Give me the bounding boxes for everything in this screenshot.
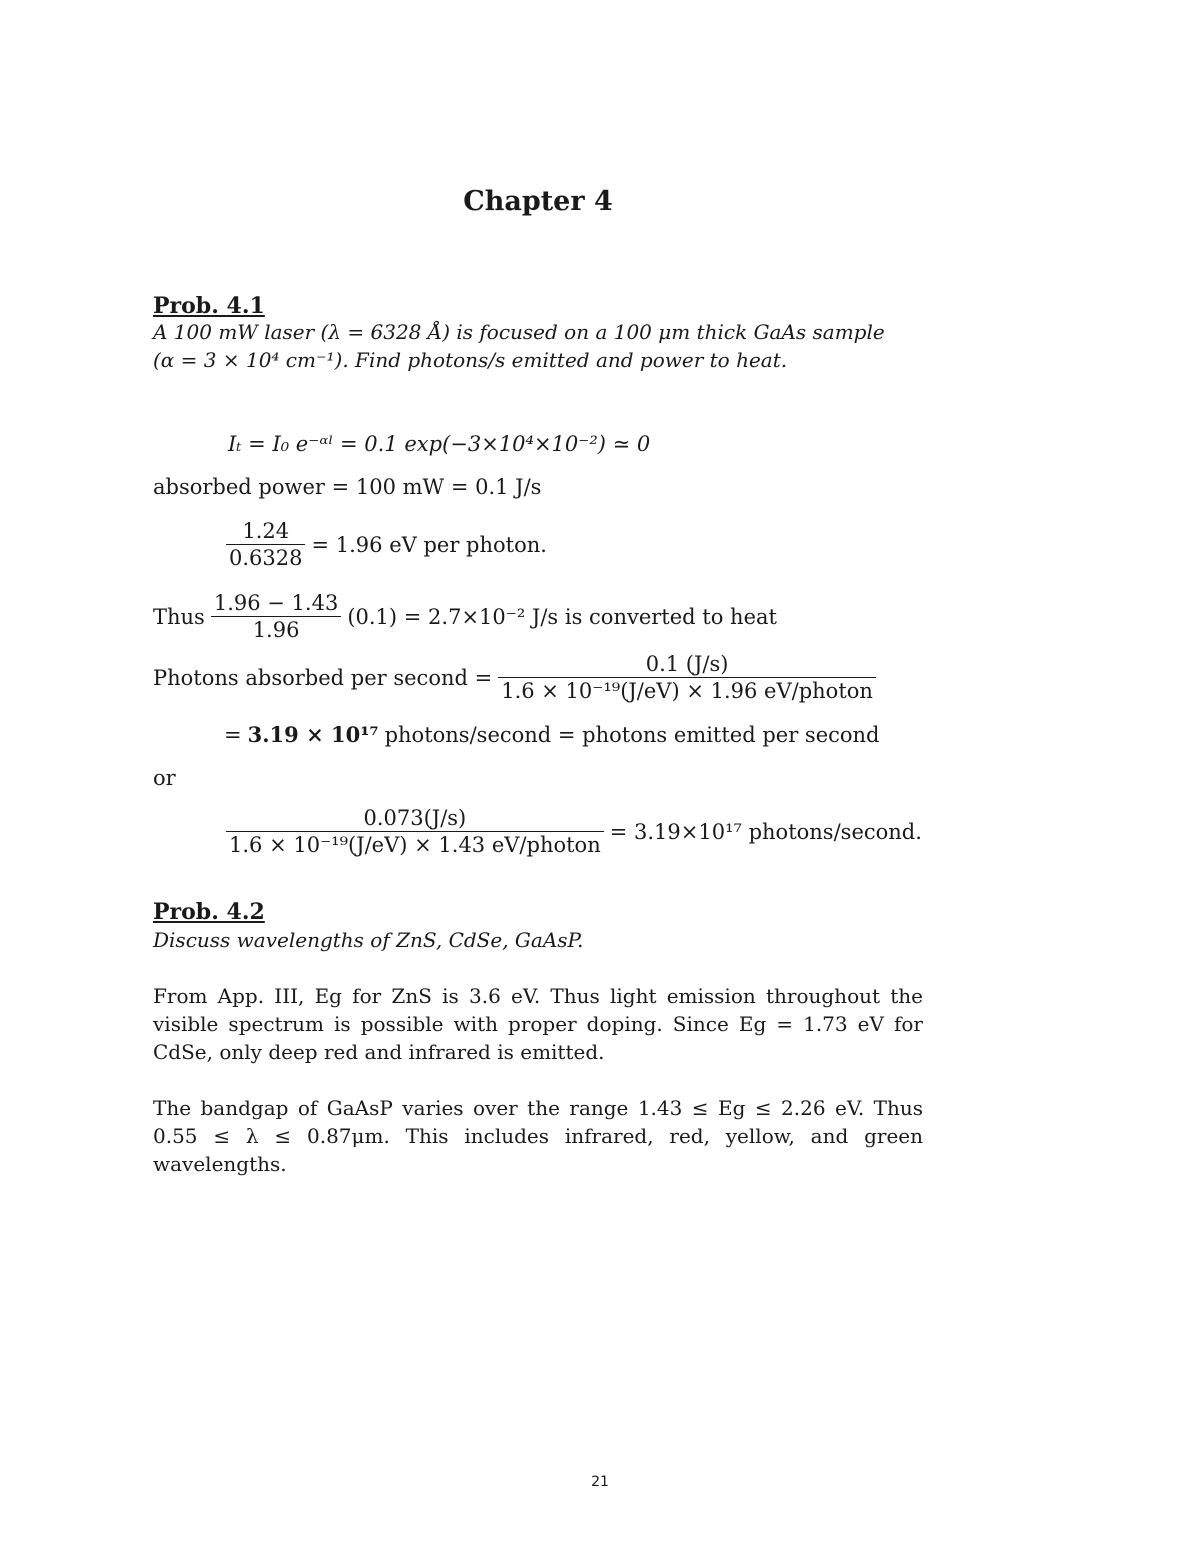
fraction-denominator: 0.6328 bbox=[226, 544, 305, 571]
chapter-title: Chapter 4 bbox=[463, 186, 613, 217]
fraction-numerator: 0.1 (J/s) bbox=[645, 652, 729, 676]
equation-rest: (0.1) = 2.7×10⁻² J/s is converted to heat bbox=[347, 604, 777, 629]
equation-photons-absorbed bbox=[153, 651, 882, 704]
fraction-denominator: 1.6 × 10⁻¹⁹(J/eV) × 1.96 eV/photon bbox=[498, 677, 876, 704]
fraction-numerator: 1.24 bbox=[242, 519, 290, 543]
equation-photon-energy bbox=[226, 518, 553, 571]
equation-heat bbox=[153, 590, 783, 643]
fraction-alternate bbox=[226, 805, 604, 858]
equation-transmitted-intensity: Iₜ = I₀ e⁻ᵅˡ = 0.1 exp(−3×10⁴×10⁻²) ≃ 0 bbox=[228, 432, 651, 456]
fraction-numerator: 0.073(J/s) bbox=[363, 806, 467, 830]
or-label: or bbox=[153, 766, 176, 790]
prob-4-1-heading: Prob. 4.1 bbox=[153, 293, 265, 319]
fraction-heat bbox=[211, 590, 341, 643]
absorbed-power-line: absorbed power = 100 mW = 0.1 J/s bbox=[153, 475, 542, 499]
fraction-photons-absorbed bbox=[498, 651, 876, 704]
equation-rest: = 3.19×10¹⁷ photons/second. bbox=[609, 819, 922, 844]
thus-label: Thus bbox=[153, 604, 205, 629]
prob-4-2-paragraph-2: The bandgap of GaAsP varies over the range 1.43 ≤ Eg ≤ 2.26 eV. Thus 0.55 ≤ λ ≤ 0.87μm. This includes infrared, red, yellow, and green wavelengths. bbox=[153, 1096, 923, 1176]
equation-rest: photons/second = photons emitted per second bbox=[384, 722, 880, 747]
prob-4-2-paragraph-1: From App. III, Eg for ZnS is 3.6 eV. Thus light emission throughout the visible spectrum is possible with proper doping. Since Eg = 1.73 eV for CdSe, only deep red and infrared is emitted. bbox=[153, 984, 923, 1064]
result-bold: 3.19 × 10¹⁷ bbox=[247, 722, 379, 747]
equation-rest: = 1.96 eV per photon. bbox=[311, 532, 547, 557]
prob-4-1-statement-line2: (α = 3 × 10⁴ cm⁻¹). Find photons/s emitted and power to heat. bbox=[153, 348, 788, 372]
fraction-photon-energy bbox=[226, 518, 305, 571]
prob-4-2-heading: Prob. 4.2 bbox=[153, 899, 265, 925]
prob-4-2-statement: Discuss wavelengths of ZnS, CdSe, GaAsP. bbox=[153, 928, 584, 952]
fraction-denominator: 1.96 bbox=[211, 616, 341, 643]
fraction-numerator: 1.96 − 1.43 bbox=[213, 591, 339, 615]
equals-sign: = bbox=[224, 722, 242, 747]
equation-photons-emitted bbox=[224, 722, 886, 747]
photons-absorbed-label: Photons absorbed per second = bbox=[153, 665, 493, 690]
fraction-denominator: 1.6 × 10⁻¹⁹(J/eV) × 1.43 eV/photon bbox=[226, 831, 604, 858]
prob-4-1-statement-line1: A 100 mW laser (λ = 6328 Å) is focused on a 100 μm thick GaAs sample bbox=[153, 320, 885, 344]
equation-alternate bbox=[226, 805, 928, 858]
page-number: 21 bbox=[591, 1474, 609, 1490]
